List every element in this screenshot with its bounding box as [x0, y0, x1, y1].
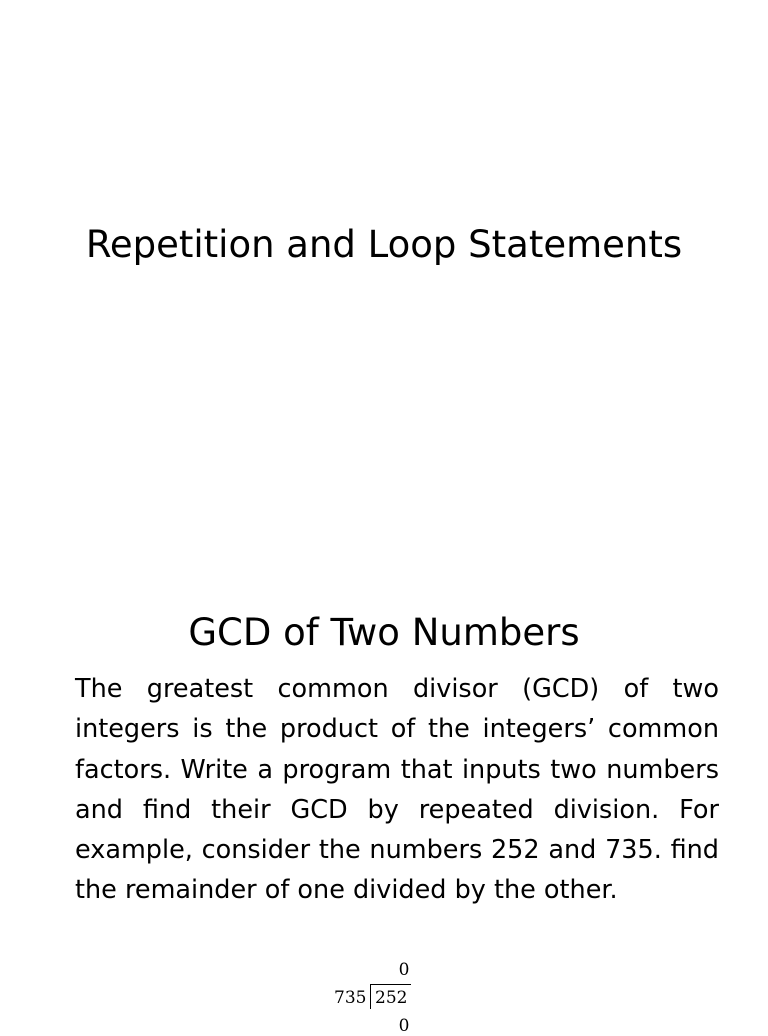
long-division-figure: [330, 960, 420, 1036]
slide-2: [0, 576, 768, 1036]
division-remainder: 0: [398, 1016, 410, 1036]
division-quotient: 0: [398, 960, 410, 980]
slide-2-title: GCD of Two Numbers: [188, 611, 580, 654]
division-divisor: 735: [334, 988, 367, 1008]
slide-1-title: Repetition and Loop Statements: [85, 223, 683, 266]
division-dividend: 252: [375, 988, 408, 1008]
slide-2-body-text: The greatest common divisor (GCD) of two integers is the product of the integers’ common factors. Write a program that inputs two numbers and find their GCD by repeated division. For example, consider the numbers 252 and 735. find the remainder of one divided by the other.: [75, 674, 719, 906]
